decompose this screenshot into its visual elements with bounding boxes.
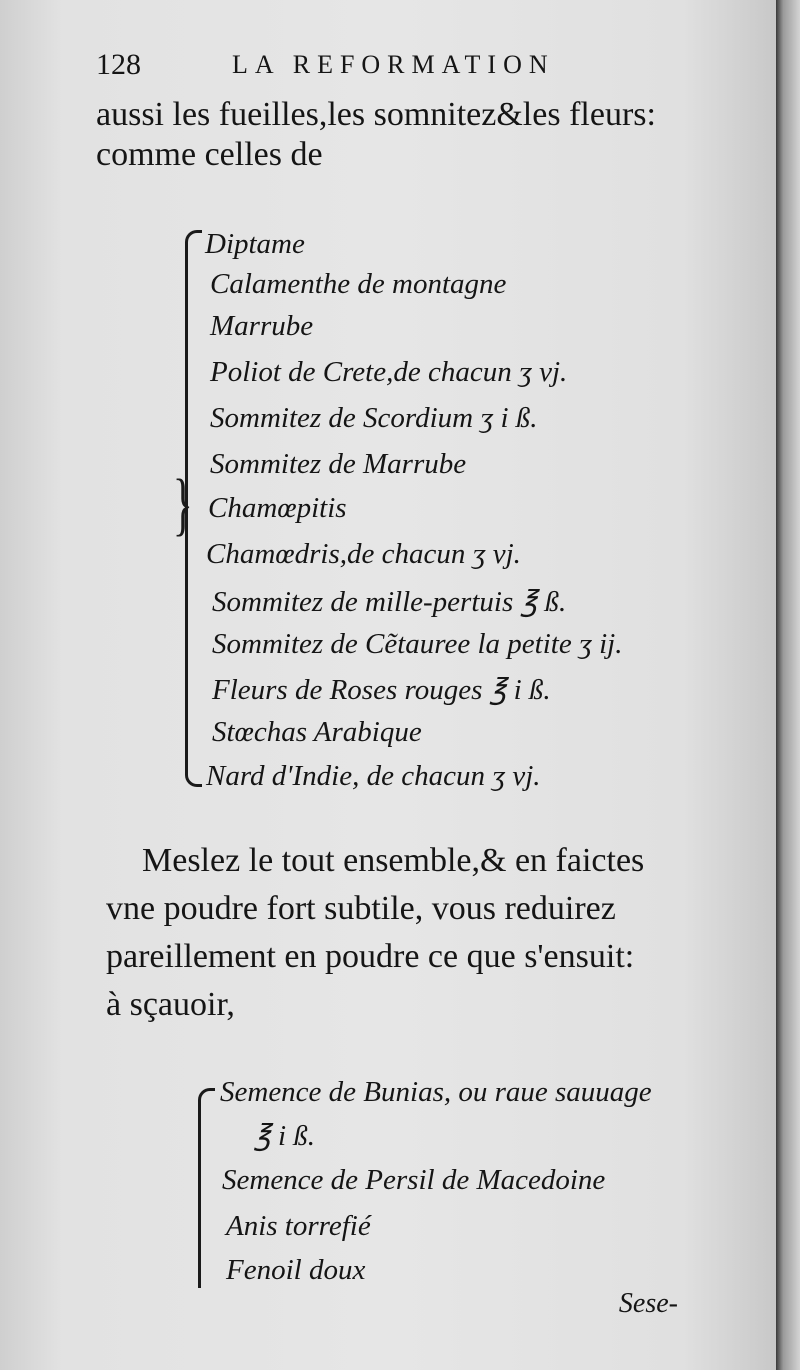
list-item: Chamœpitis (208, 492, 347, 524)
page-number: 128 (96, 48, 141, 81)
intro-line-2: comme celles de (96, 136, 323, 173)
list-item: Sommitez de Marrube (210, 448, 467, 480)
paragraph-line-4: à sçauoir, (106, 986, 235, 1023)
list-item: Anis torrefié (226, 1210, 371, 1242)
list-item: Sommitez de mille-pertuis ℥ ß. (212, 586, 567, 618)
brace-bottom (185, 772, 202, 787)
list-item: Fleurs de Roses rouges ℥ i ß. (212, 674, 551, 706)
list-item: Marrube (210, 310, 314, 342)
list-item: Calamenthe de montagne (210, 268, 507, 300)
paragraph-line-2: vne poudre fort subtile, vous reduirez (106, 890, 616, 927)
list-item: ℥ i ß. (254, 1120, 316, 1152)
list-item: Semence de Persil de Macedoine (222, 1164, 606, 1196)
list-item: Stœchas Arabique (212, 716, 422, 748)
list-item: Nard d'Indie, de chacun ʒ vj. (206, 760, 541, 792)
list-item: Fenoil doux (226, 1254, 366, 1286)
page-edge (776, 0, 800, 1370)
brace-line (198, 1100, 201, 1288)
list-item: Chamœdris,de chacun ʒ vj. (206, 538, 521, 570)
paragraph-line-1: Meslez le tout ensemble,& en faictes (142, 842, 645, 879)
list-item: Poliot de Crete,de chacun ʒ vj. (210, 356, 568, 388)
list-item: Sommitez de Scordium ʒ i ß. (210, 402, 538, 434)
list-item: Sommitez de Cẽtauree la petite ʒ ij. (212, 628, 623, 660)
page-header (96, 48, 696, 88)
brace-middle-1: } (172, 466, 193, 543)
list-item: Diptame (205, 228, 305, 260)
list-item: Semence de Bunias, ou raue sauuage (220, 1076, 652, 1108)
paragraph-line-3: pareillement en poudre ce que s'ensuit: (106, 938, 635, 975)
intro-line-1: aussi les fueilles,les somnitez&les fleurs: (96, 96, 656, 133)
catchword: Sese- (618, 1288, 678, 1319)
running-head: LA REFORMATION (232, 50, 555, 79)
